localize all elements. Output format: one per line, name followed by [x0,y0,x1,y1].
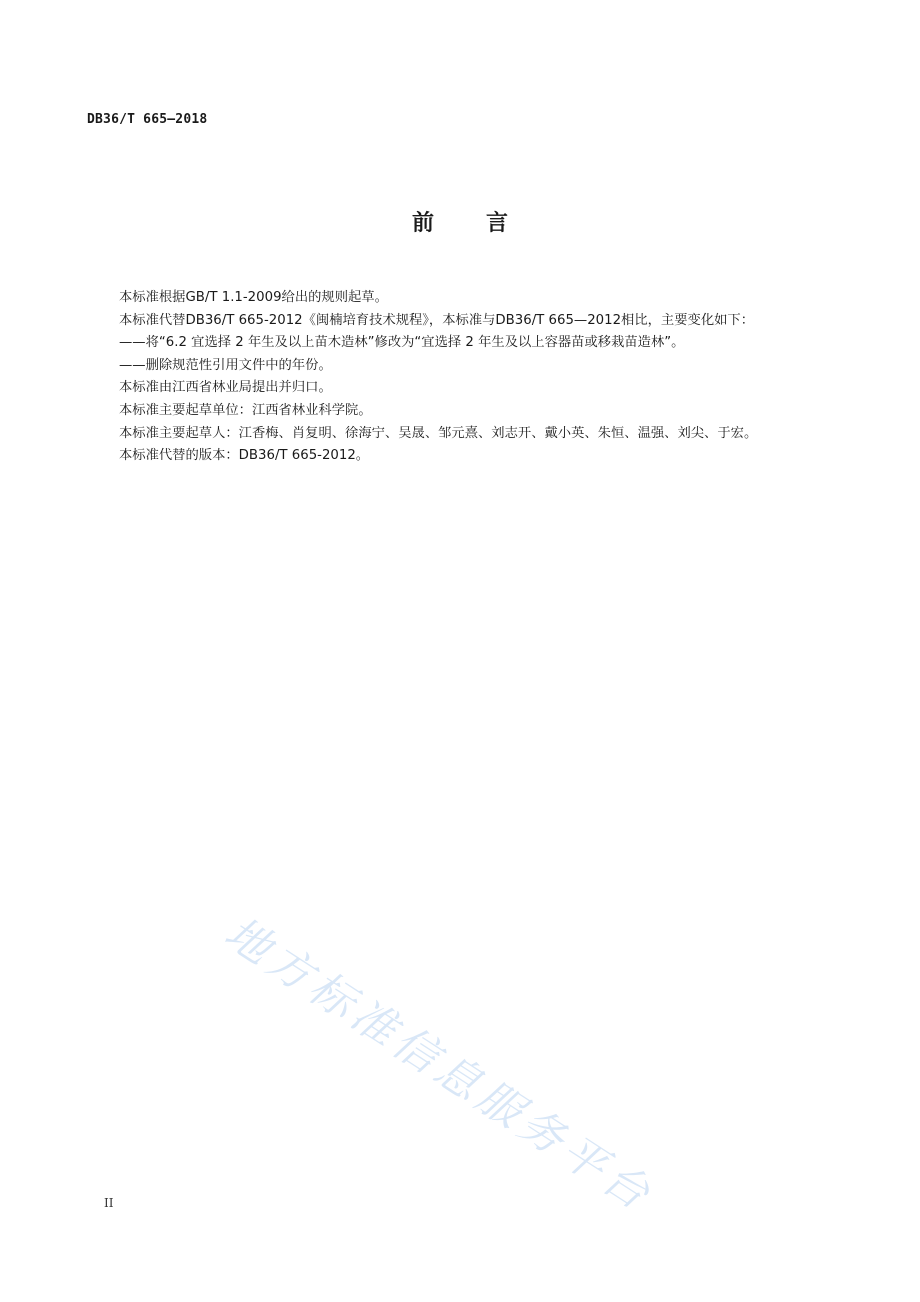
paragraph-drafting-rules: 本标准根据GB/T 1.1-2009给出的规则起草。 [119,290,388,305]
paragraph-drafting-unit: 本标准主要起草单位：江西省林业科学院。 [119,402,372,418]
document-code: DB36/T 665—2018 [87,112,208,127]
paragraph-change-1: ——将“6.2 宜选择 2 年生及以上苗木造林”修改为“宜选择 2 年生及以上容器苗或移栽苗造林”。 [119,335,685,351]
paragraph-replaced-version: 本标准代替的版本：DB36/T 665-2012。 [119,448,370,464]
foreword-body [87,287,813,468]
page-title [0,206,920,237]
paragraph-change-2: ——删除规范性引用文件中的年份。 [119,357,332,373]
paragraph-replacement-summary: 本标准代替DB36/T 665-2012《闽楠培育技术规程》，本标准与DB36/T 665—2012相比，主要变化如下： [119,312,755,328]
title-char-1: 前 [411,211,434,236]
watermark: 地方标准信息服务平台 [215,907,663,1223]
paragraph-drafters: 本标准主要起草人：江香梅、肖复明、徐海宁、吴晟、邹元熹、刘志开、戴小英、朱恒、温强、刘尖、于宏。 [119,425,758,441]
paragraph-proposer: 本标准由江西省林业局提出并归口。 [119,380,332,396]
title-char-2: 言 [486,211,509,236]
page-number: II [104,1196,114,1210]
